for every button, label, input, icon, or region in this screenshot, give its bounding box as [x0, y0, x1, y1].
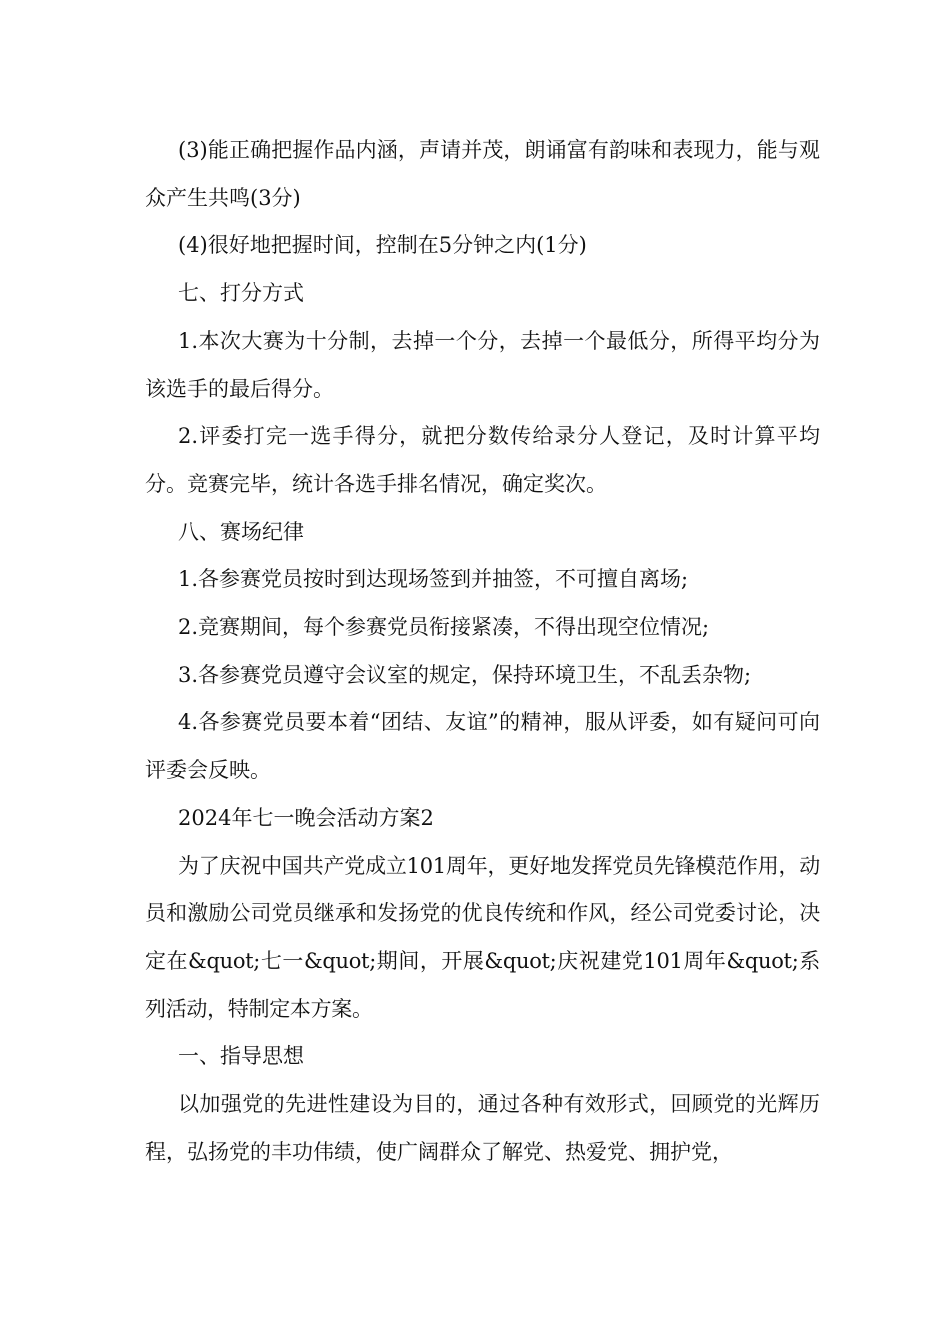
- document-body: [145, 127, 820, 1176]
- scoring-rule-1-paragraph: 1.本次大赛为十分制，去掉一个分，去掉一个最低分，所得平均分为该选手的最后得分。: [145, 328, 820, 401]
- plan-2-title: 2024年七一晚会活动方案2: [178, 805, 434, 830]
- discipline-rule-2-paragraph: 2.竞赛期间，每个参赛党员衔接紧凑，不得出现空位情况;: [178, 615, 710, 640]
- section-heading-venue-discipline: 八、赛场纪律: [178, 519, 304, 544]
- section-heading-guiding-ideology: 一、指导思想: [178, 1044, 304, 1069]
- criterion-3-paragraph: (3)能正确把握作品内涵，声请并茂，朗诵富有韵味和表现力，能与观众产生共鸣(3分): [145, 138, 820, 210]
- discipline-rule-4-paragraph: 4.各参赛党员要本着“团结、友谊”的精神，服从评委，如有疑问可向评委会反映。: [145, 710, 820, 783]
- scoring-rule-2-paragraph: 2.评委打完一选手得分，就把分数传给录分人登记，及时计算平均分。竞赛完毕，统计各选手排名情况，确定奖次。: [145, 424, 820, 496]
- guiding-ideology-paragraph: 以加强党的先进性建设为目的，通过各种有效形式，回顾党的光辉历程，弘扬党的丰功伟绩，使广阔群众了解党、热爱党、拥护党，: [145, 1092, 820, 1164]
- plan-2-intro-paragraph: 为了庆祝中国共产党成立101周年，更好地发挥党员先锋模范作用，动员和激励公司党员继承和发扬党的优良传统和作风，经公司党委讨论，决定在&quot;七一&quot;期间，开展&quot;庆祝建党101周年&quot;系列活动，特制定本方案。: [145, 853, 820, 1021]
- section-heading-scoring-method: 七、打分方式: [178, 281, 304, 306]
- discipline-rule-3-paragraph: 3.各参赛党员遵守会议室的规定，保持环境卫生，不乱丢杂物;: [178, 662, 752, 687]
- discipline-rule-1-paragraph: 1.各参赛党员按时到达现场签到并抽签，不可擅自离场;: [178, 567, 689, 592]
- criterion-4-paragraph: (4)很好地把握时间，控制在5分钟之内(1分): [178, 233, 587, 258]
